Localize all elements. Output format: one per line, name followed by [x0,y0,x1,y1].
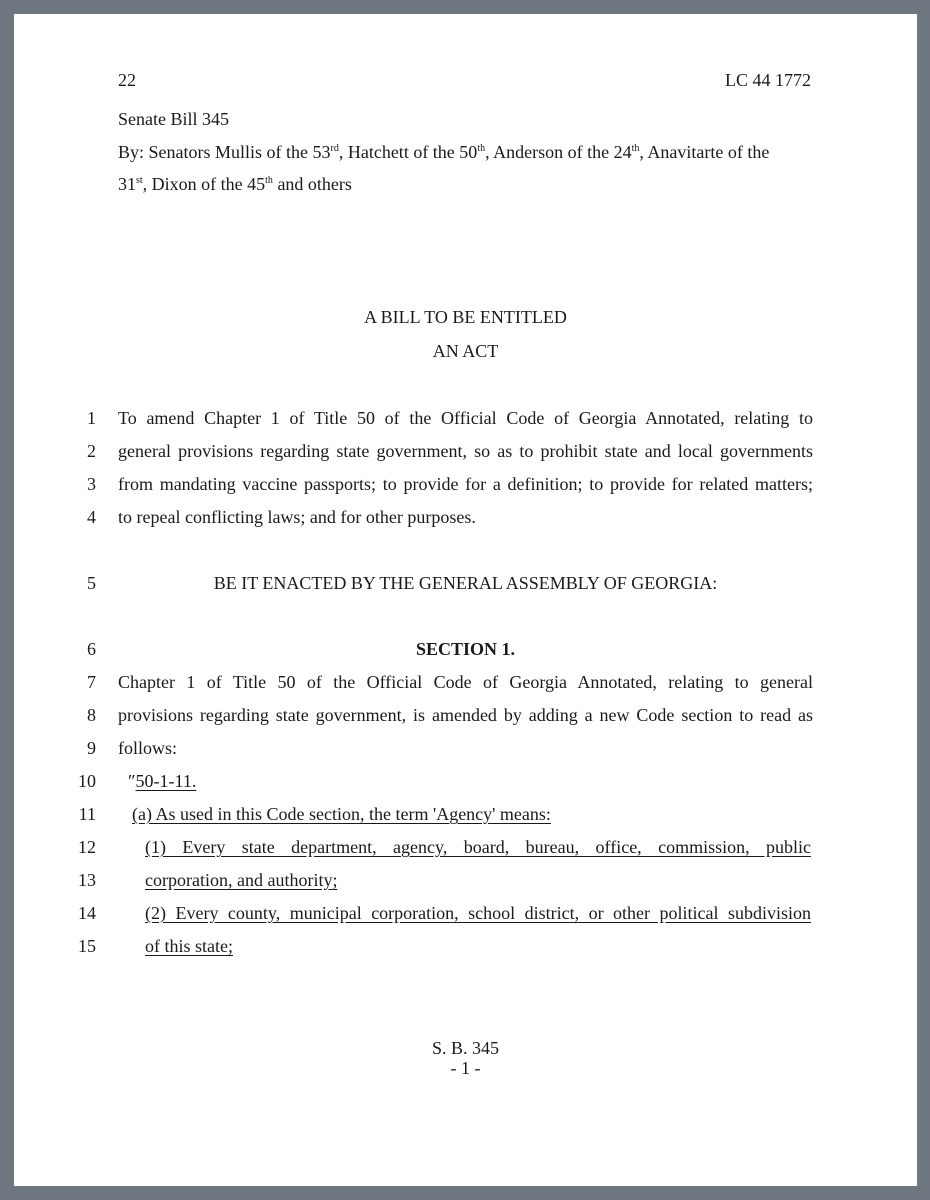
code-section-number: ″50-1-11. [128,771,197,791]
section-heading: SECTION 1. [415,639,516,659]
line-number: 4 [87,507,96,527]
line-number: 12 [78,837,96,857]
bill-line-10 [14,770,917,792]
line-number: 15 [78,936,96,956]
line-number: 9 [87,738,96,758]
line-number: 11 [78,804,96,824]
bill-line-15 [14,935,917,957]
bill-line-1 [14,407,917,429]
line-text: general provisions regarding state government, so as to prohibit state and local governments [118,441,813,461]
line-text: to repeal conflicting laws; and for other purposes. [118,507,476,527]
line-number: 2 [87,441,96,461]
bill-line-2 [14,440,917,462]
bill-line-14 [14,902,917,924]
section-heading-line [14,638,917,660]
bill-line-9 [14,737,917,759]
line-number: 14 [78,903,96,923]
bill-line-11 [14,803,917,825]
line-text: Chapter 1 of Title 50 of the Official Code of Georgia Annotated, relating to general [118,672,813,692]
line-number: 13 [78,870,96,890]
bill-number: Senate Bill 345 [118,109,229,129]
line-number: 6 [87,639,96,659]
line-number: 5 [87,573,96,593]
line-number: 8 [87,705,96,725]
bill-line-3 [14,473,917,495]
header-page-number: 22 [118,70,136,90]
open-quote-mark: ″ [128,771,136,791]
bill-title: A BILL TO BE ENTITLED [364,307,567,327]
sponsors-line-1: By: Senators Mullis of the 53rd, Hatchett of the 50th, Anderson of the 24th, Anavitarte of the [118,142,770,162]
footer-page-number: - 1 - [450,1058,481,1078]
line-text: corporation, and authority; [145,870,338,890]
enacting-clause-line [14,572,917,594]
line-text: of this state; [145,936,233,956]
line-text: To amend Chapter 1 of Title 50 of the Official Code of Georgia Annotated, relating to [118,408,813,428]
bill-line-7 [14,671,917,693]
header-lc-code: LC 44 1772 [724,70,811,90]
bill-line-4 [14,506,917,528]
sponsors-line-2: 31st, Dixon of the 45th and others [118,174,352,194]
line-number: 1 [87,408,96,428]
line-text: (a) As used in this Code section, the term 'Agency' means: [132,804,551,824]
act-title: AN ACT [432,341,499,361]
line-text: (1) Every state department, agency, board, bureau, office, commission, public [145,837,811,857]
bill-line-12 [14,836,917,858]
line-number: 3 [87,474,96,494]
line-text: follows: [118,738,178,758]
enacting-clause: BE IT ENACTED BY THE GENERAL ASSEMBLY OF GEORGIA: [213,573,718,593]
line-text: from mandating vaccine passports; to provide for a definition; to provide for related matters; [118,474,813,494]
bill-line-13 [14,869,917,891]
line-text: (2) Every county, municipal corporation, school district, or other political subdivision [145,903,811,923]
line-text: provisions regarding state government, is amended by adding a new Code section to read as [118,705,813,725]
line-number: 10 [78,771,96,791]
footer-bill-ref: S. B. 345 [431,1038,500,1058]
line-number: 7 [87,672,96,692]
bill-line-8 [14,704,917,726]
document-page [14,14,917,1186]
